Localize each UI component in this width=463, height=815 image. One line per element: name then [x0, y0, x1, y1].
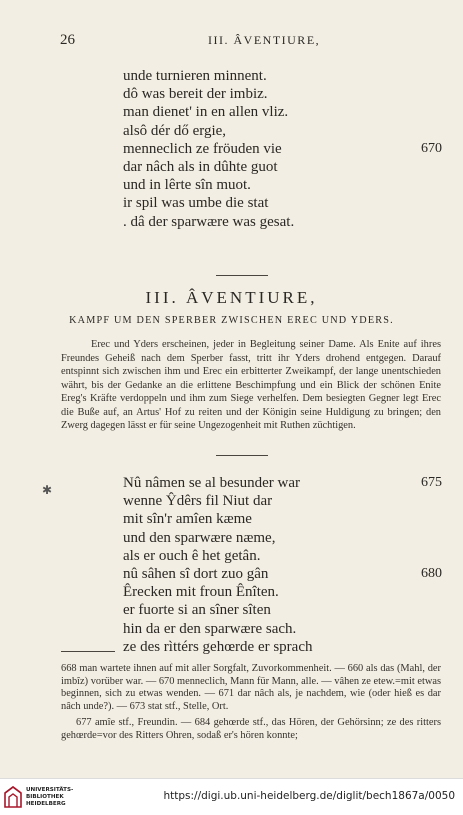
verse-text: Êrecken mit froun Ênîten.: [123, 584, 279, 601]
section-title: III. ÂVENTIURE,: [145, 288, 318, 307]
verse-text: mit sîn'r amîen kæme: [123, 511, 252, 528]
section-divider: [216, 275, 268, 276]
line-number: 675: [421, 475, 442, 490]
verse-line: [123, 474, 442, 492]
page-header: [60, 32, 440, 52]
verse-text: man dienet' in en allen vliz.: [123, 104, 289, 121]
verse-block-bottom: [123, 474, 442, 656]
verse-line: [123, 547, 313, 565]
verse-line: [123, 583, 313, 601]
permalink-url[interactable]: https://digi.ub.uni-heidelberg.de/diglit/bech1867a/0050: [163, 790, 455, 802]
margin-mark: ✱: [42, 483, 53, 497]
section-summary: Erec und Yders erscheinen, jeder in Begleitung seiner Dame. Als Enite auf ihres Freundes Geheiß nach dem Sperber fasst, tritt ihr Yders drohend entgegen. Darauf entspinnt sich zwischen ihm und Erec ein erbitterter Zweikampf, der lange unentschieden währt, bis der Gedanke an die erlittene Beschimpfung und ein Blick der schönen Enite Ereg's Kräfte verdoppeln und ihm zum Siege verhelfen. Dem besiegten Gegner legt Erec die Buße auf, an Artus' Hof zu reiten und der Königin seine Huldigung zu bringen; den Zwerg dagegen lässt er für seine Ungezogenheit mit Ruthen züchtigen.: [61, 339, 441, 431]
page-number: 26: [60, 32, 75, 48]
verse-text: er fuorte si an sîner sîten: [123, 602, 271, 619]
verse-line: [123, 213, 294, 231]
line-number: 670: [421, 140, 442, 156]
verse-line: [123, 176, 294, 194]
verse-line: [123, 510, 313, 528]
verse-block-top: [123, 67, 442, 231]
verse-line: [123, 85, 294, 103]
verse-text: und den sparwære næme,: [123, 529, 276, 546]
verse-line: [123, 122, 294, 140]
viewer-footer: [0, 778, 463, 815]
verse-text: dô was bereit der imbiz.: [123, 86, 268, 103]
footnote-divider: [61, 651, 115, 652]
verse-line: [123, 492, 313, 510]
verse-text: wenne Ŷdêrs fil Niut dar: [123, 493, 273, 510]
verse-text: unde turnieren minnent.: [123, 68, 267, 84]
verse-text: als er ouch ê het getân.: [123, 547, 261, 564]
verse-line: [123, 620, 313, 638]
section-subtitle: KAMPF UM DEN SPERBER ZWISCHEN EREC UND YDERS.: [69, 315, 394, 326]
verse-line: [123, 565, 442, 583]
verse-line: [123, 638, 313, 656]
library-name: UNIVERSITÄTS- BIBLIOTHEK HEIDELBERG: [26, 787, 74, 807]
verse-line: [123, 158, 294, 176]
verse-text: dar nâch als in dûhte guot: [123, 158, 278, 175]
verse-text: hin da er den sparwære sach.: [123, 620, 297, 637]
verse-line: [123, 601, 313, 619]
verse-line: [123, 103, 294, 121]
verse-line: [123, 194, 294, 212]
verse-line: [123, 67, 294, 85]
verse-text: alsô dér dő ergie,: [123, 122, 227, 139]
footnotes: [61, 663, 441, 743]
verse-text: ir spil was umbe die stat: [123, 195, 269, 212]
verse-line: [123, 140, 442, 158]
footnote-paragraph: 668 man wartete ihnen auf mit aller Sorgfalt, Zuvorkommenheit. — 660 als das (Mahl, der imbîz) vorüber war. — 670 menneclich, Mann für Mann, alle. — vâhen ze etew.=mit etwas beginnen, sich zu etwas wenden. — 671 dar nâch als, je nachdem, wie (oder hieß es dar nâch unde?). — 673 stat stf., Stelle, Ort.: [61, 663, 441, 712]
verse-text: Nû nâmen se al besunder war: [123, 475, 301, 491]
verse-line: [123, 529, 313, 547]
library-logo-icon: [4, 786, 22, 808]
verse-text: menneclich ze fröuden vie: [123, 140, 282, 157]
verse-text: . dâ der sparwære was gesat.: [123, 213, 295, 230]
verse-text: nû sâhen sî dort zuo gân: [123, 565, 269, 582]
line-number: 680: [421, 565, 442, 581]
verse-text: und in lêrte sîn muot.: [123, 177, 251, 194]
running-title: III. ÂVENTIURE,: [208, 33, 321, 47]
summary-divider: [216, 455, 268, 456]
verse-text: ze des rìttérs gehœrde er sprach: [123, 638, 313, 655]
footnote-paragraph: 677 amîe stf., Freundin. — 684 gehœrde stf., das Hören, der Gehörsinn; ze des ritters gehœrde=vor des Ritters Ohren, sodaß er's hören konnte;: [61, 717, 441, 741]
